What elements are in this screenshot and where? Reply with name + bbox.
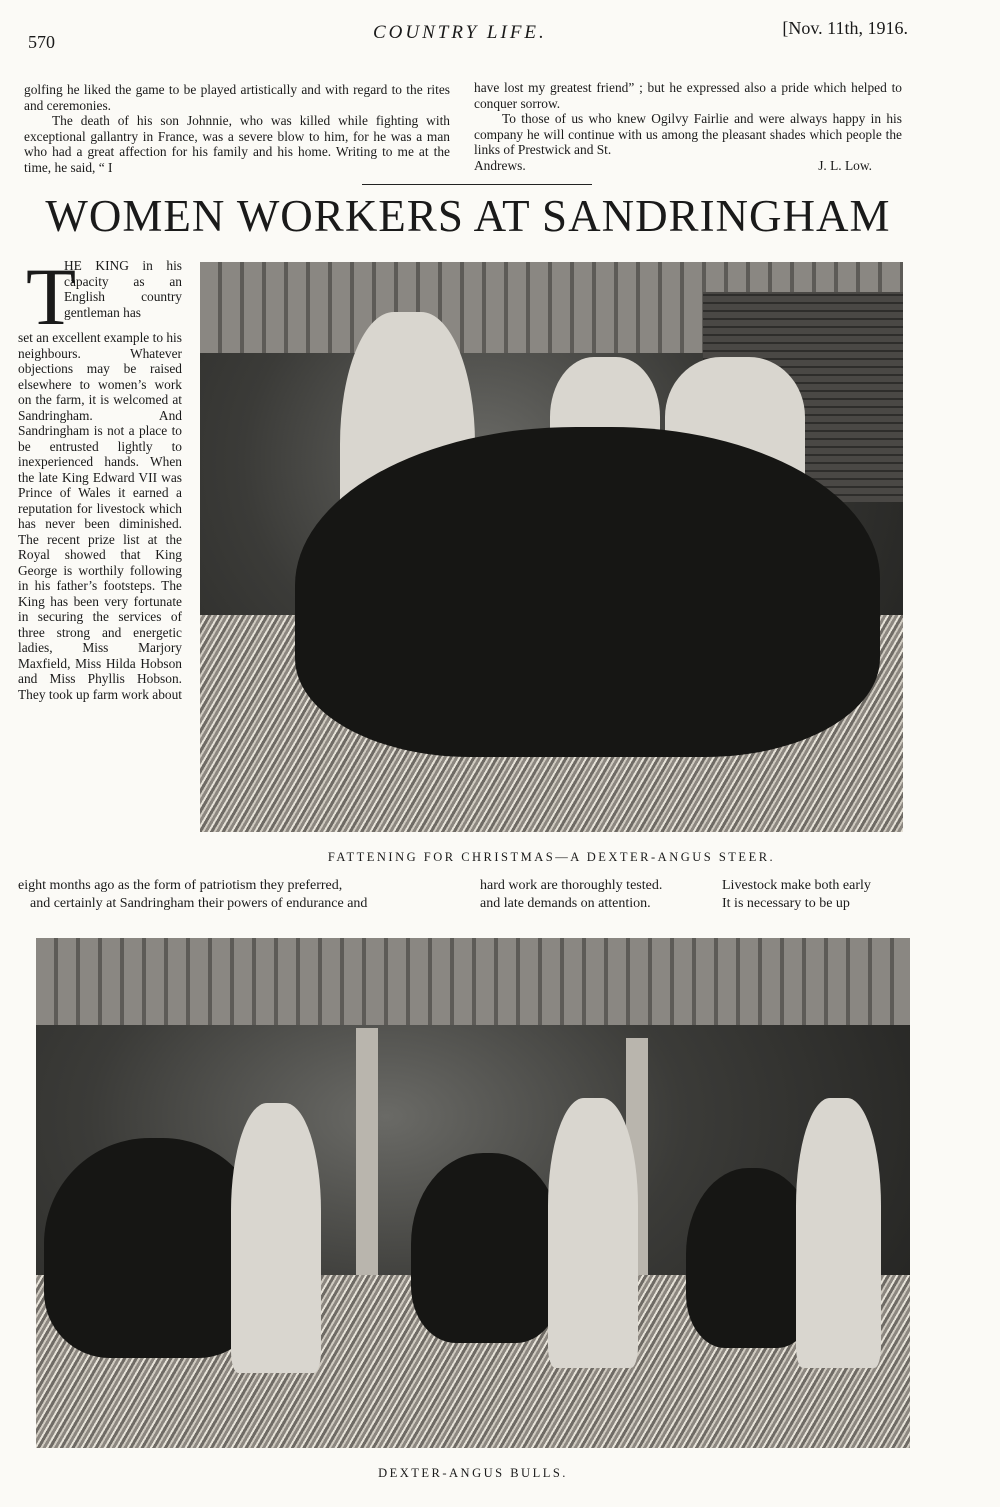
intro-left-para-1: golfing he liked the game to be played artistically and with regard to the rites and ceremonies. — [24, 82, 450, 113]
steer-photo-caption: FATTENING FOR CHRISTMAS—A DEXTER-ANGUS STEER. — [327, 850, 776, 864]
article-opening-narrow: HE KING in his capacity as an English country gentleman has — [64, 258, 182, 320]
barn-post — [356, 1028, 378, 1288]
signature-line — [474, 158, 902, 174]
intro-left-column — [24, 82, 450, 175]
woman-worker — [231, 1103, 321, 1373]
section-divider — [362, 184, 592, 185]
intro-right-para-1: have lost my greatest friend” ; but he expressed also a pride which helped to conquer sorrow. — [474, 80, 902, 111]
intro-left-para-2: The death of his son Johnnie, who was killed while fighting with exceptional gallantry in France, was a severe blow to him, for he was a man who had a great affection for his family and his home. Writing to me at the time, he said, “ I — [24, 113, 450, 175]
intro-right-para-2: To those of us who knew Ogilvy Fairlie and were always happy in his company he will continue with us among the pleasant shades which people the links of Prestwick and St. — [474, 111, 902, 157]
article-headline: WOMEN WORKERS AT SANDRINGHAM — [45, 191, 891, 241]
bulls-photo-caption: DEXTER-ANGUS BULLS. — [378, 1466, 568, 1480]
article-line: and certainly at Sandringham their powers of endurance and — [30, 896, 368, 911]
magazine-title: COUNTRY LIFE. — [373, 22, 547, 43]
article-line: eight months ago as the form of patriotism they preferred, — [18, 878, 343, 893]
author-signature: J. L. Low. — [818, 157, 872, 173]
dexter-angus-steer — [295, 427, 880, 757]
page-number: 570 — [28, 32, 55, 52]
signature-word: Andrews. — [474, 157, 526, 173]
page-header — [28, 18, 908, 52]
steer-photo — [200, 262, 903, 832]
article-line: and late demands on attention. — [480, 896, 651, 911]
woman-worker — [548, 1098, 638, 1368]
woman-worker — [796, 1098, 881, 1368]
issue-date: [Nov. 11th, 1916. — [782, 18, 908, 38]
article-line: Livestock make both early — [722, 878, 871, 893]
article-body-column: set an excellent example to his neighbours. Whatever objections may be raised elsewhere to women’s work on the farm, it is welcomed at Sandringham. And Sandringham is not a place to be entrusted lightly to inexperienced hands. When the late King Edward VII was Prince of Wales it earned a reputation for livestock which has never been diminished. The recent prize list at the Royal showed that King George is worthily following in his father’s footsteps. The King has been very fortunate in securing the services of three strong and energetic ladies, Miss Marjory Maxfield, Miss Hilda Hobson and Miss Phyllis Hobson. They took up farm work about — [18, 330, 182, 702]
dexter-angus-bull — [411, 1153, 561, 1343]
intro-right-column — [474, 80, 902, 173]
article-line: hard work are thoroughly tested. — [480, 878, 663, 893]
barn-roof — [36, 938, 910, 1025]
bulls-photo — [36, 938, 910, 1448]
article-line: It is necessary to be up — [722, 896, 850, 911]
drop-cap: T — [26, 251, 77, 342]
